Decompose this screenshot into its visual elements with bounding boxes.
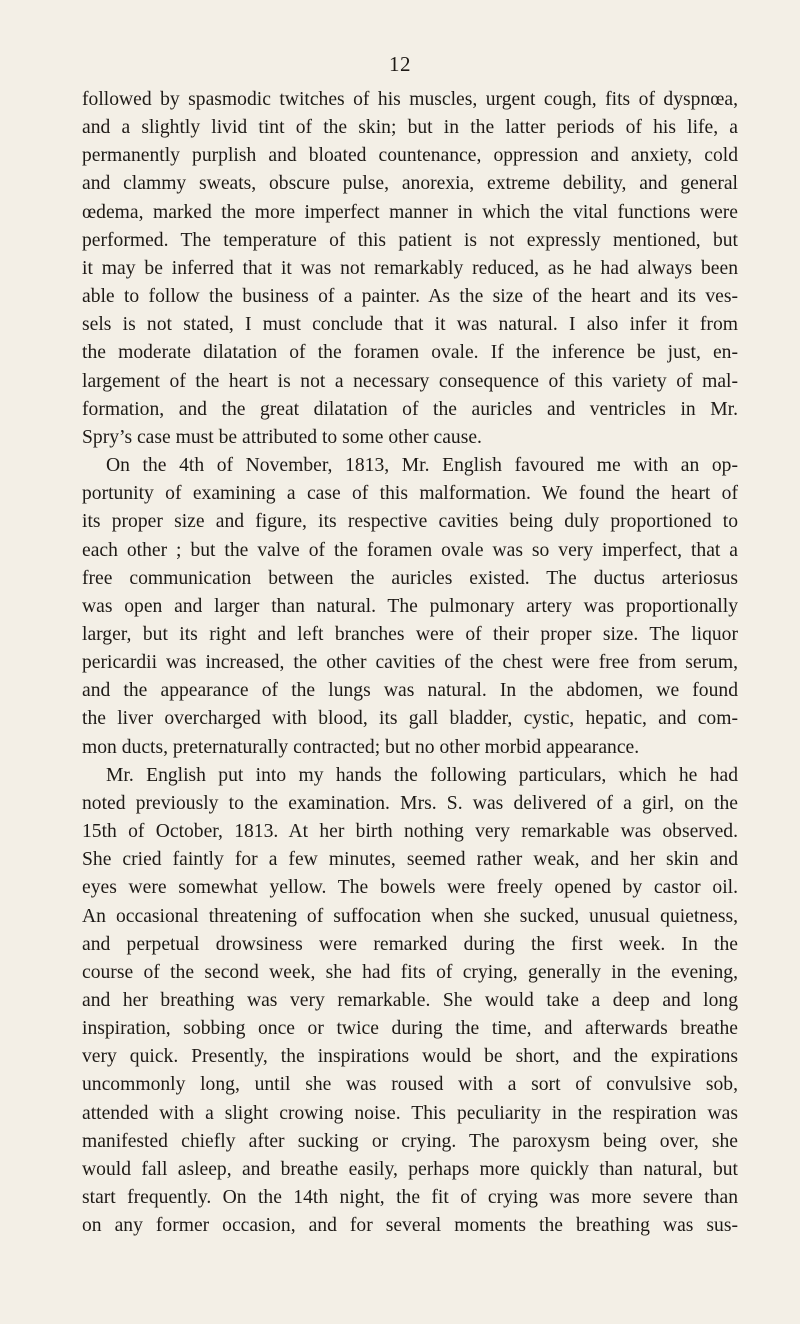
- text-line: larger, but its right and left branches were of their proper size. The liquor: [82, 623, 738, 645]
- text-line: noted previously to the examination. Mrs. S. was delivered of a girl, on the: [82, 792, 738, 814]
- text-line: An occasional threatening of suffocation when she sucked, unusual quietness,: [82, 905, 738, 927]
- text-line: and perpetual drowsiness were remarked during the first week. In the: [82, 933, 738, 955]
- body-text: [82, 86, 738, 1240]
- paragraph-3: [82, 762, 738, 1241]
- text-line: sels is not stated, I must conclude that it was natural. I also infer it from: [82, 314, 738, 336]
- text-line: and clammy sweats, obscure pulse, anorexia, extreme debility, and general: [82, 173, 738, 195]
- text-line: the liver overcharged with blood, its gall bladder, cystic, hepatic, and com-: [82, 708, 738, 730]
- text-line: portunity of examining a case of this malformation. We found the heart of: [82, 483, 738, 505]
- text-line: course of the second week, she had fits of crying, generally in the evening,: [82, 961, 738, 983]
- text-line: was open and larger than natural. The pulmonary artery was proportionally: [82, 595, 738, 617]
- text-line: She cried faintly for a few minutes, seemed rather weak, and her skin and: [82, 849, 738, 871]
- text-line: very quick. Presently, the inspirations would be short, and the expirations: [82, 1046, 738, 1068]
- text-line: Mr. English put into my hands the following particulars, which he had: [106, 764, 738, 786]
- text-line: its proper size and figure, its respective cavities being duly proportioned to: [82, 511, 738, 533]
- text-line: manifested chiefly after sucking or crying. The paroxysm being over, she: [82, 1130, 738, 1152]
- text-line: each other ; but the valve of the foramen ovale was so very imperfect, that a: [82, 539, 738, 561]
- text-line: would fall asleep, and breathe easily, perhaps more quickly than natural, but: [82, 1158, 738, 1180]
- text-line: 15th of October, 1813. At her birth nothing very remarkable was observed.: [82, 821, 738, 843]
- text-line: inspiration, sobbing once or twice during the time, and afterwards breathe: [82, 1018, 738, 1040]
- text-line: pericardii was increased, the other cavities of the chest were free from serum,: [82, 652, 738, 674]
- paragraph-1: [82, 86, 738, 452]
- text-line: Spry’s case must be attributed to some other cause.: [82, 426, 482, 448]
- text-line: performed. The temperature of this patient is not expressly mentioned, but: [82, 229, 738, 251]
- text-line: start frequently. On the 14th night, the fit of crying was more severe than: [82, 1187, 738, 1209]
- text-line: eyes were somewhat yellow. The bowels were freely opened by castor oil.: [82, 877, 738, 899]
- text-line: œdema, marked the more imperfect manner in which the vital functions were: [82, 201, 738, 223]
- text-line: attended with a slight crowing noise. This peculiarity in the respiration was: [82, 1102, 738, 1124]
- text-line: on any former occasion, and for several moments the breathing was sus-: [82, 1215, 738, 1237]
- text-line: On the 4th of November, 1813, Mr. English favoured me with an op-: [106, 455, 738, 477]
- text-line: and her breathing was very remarkable. She would take a deep and long: [82, 990, 738, 1011]
- text-line: the moderate dilatation of the foramen ovale. If the inference be just, en-: [82, 342, 738, 364]
- text-line: followed by spasmodic twitches of his muscles, urgent cough, fits of dyspnœa,: [82, 89, 738, 110]
- text-line: mon ducts, preternaturally contracted; but no other morbid appearance.: [82, 736, 640, 758]
- text-line: permanently purplish and bloated countenance, oppression and anxiety, cold: [82, 145, 738, 167]
- text-line: able to follow the business of a painter. As the size of the heart and its ves-: [82, 286, 738, 308]
- text-line: largement of the heart is not a necessary consequence of this variety of mal-: [82, 370, 738, 392]
- text-line: and a slightly livid tint of the skin; but in the latter periods of his life, a: [82, 117, 738, 139]
- text-line: it may be inferred that it was not remarkably reduced, as he had always been: [82, 257, 738, 279]
- paragraph-2: [82, 452, 738, 762]
- text-line: formation, and the great dilatation of the auricles and ventricles in Mr.: [82, 398, 738, 420]
- text-line: and the appearance of the lungs was natural. In the abdomen, we found: [82, 680, 738, 702]
- text-line: free communication between the auricles existed. The ductus arteriosus: [82, 567, 738, 589]
- text-line: uncommonly long, until she was roused with a sort of convulsive sob,: [82, 1074, 738, 1096]
- page-number: 12: [389, 52, 411, 76]
